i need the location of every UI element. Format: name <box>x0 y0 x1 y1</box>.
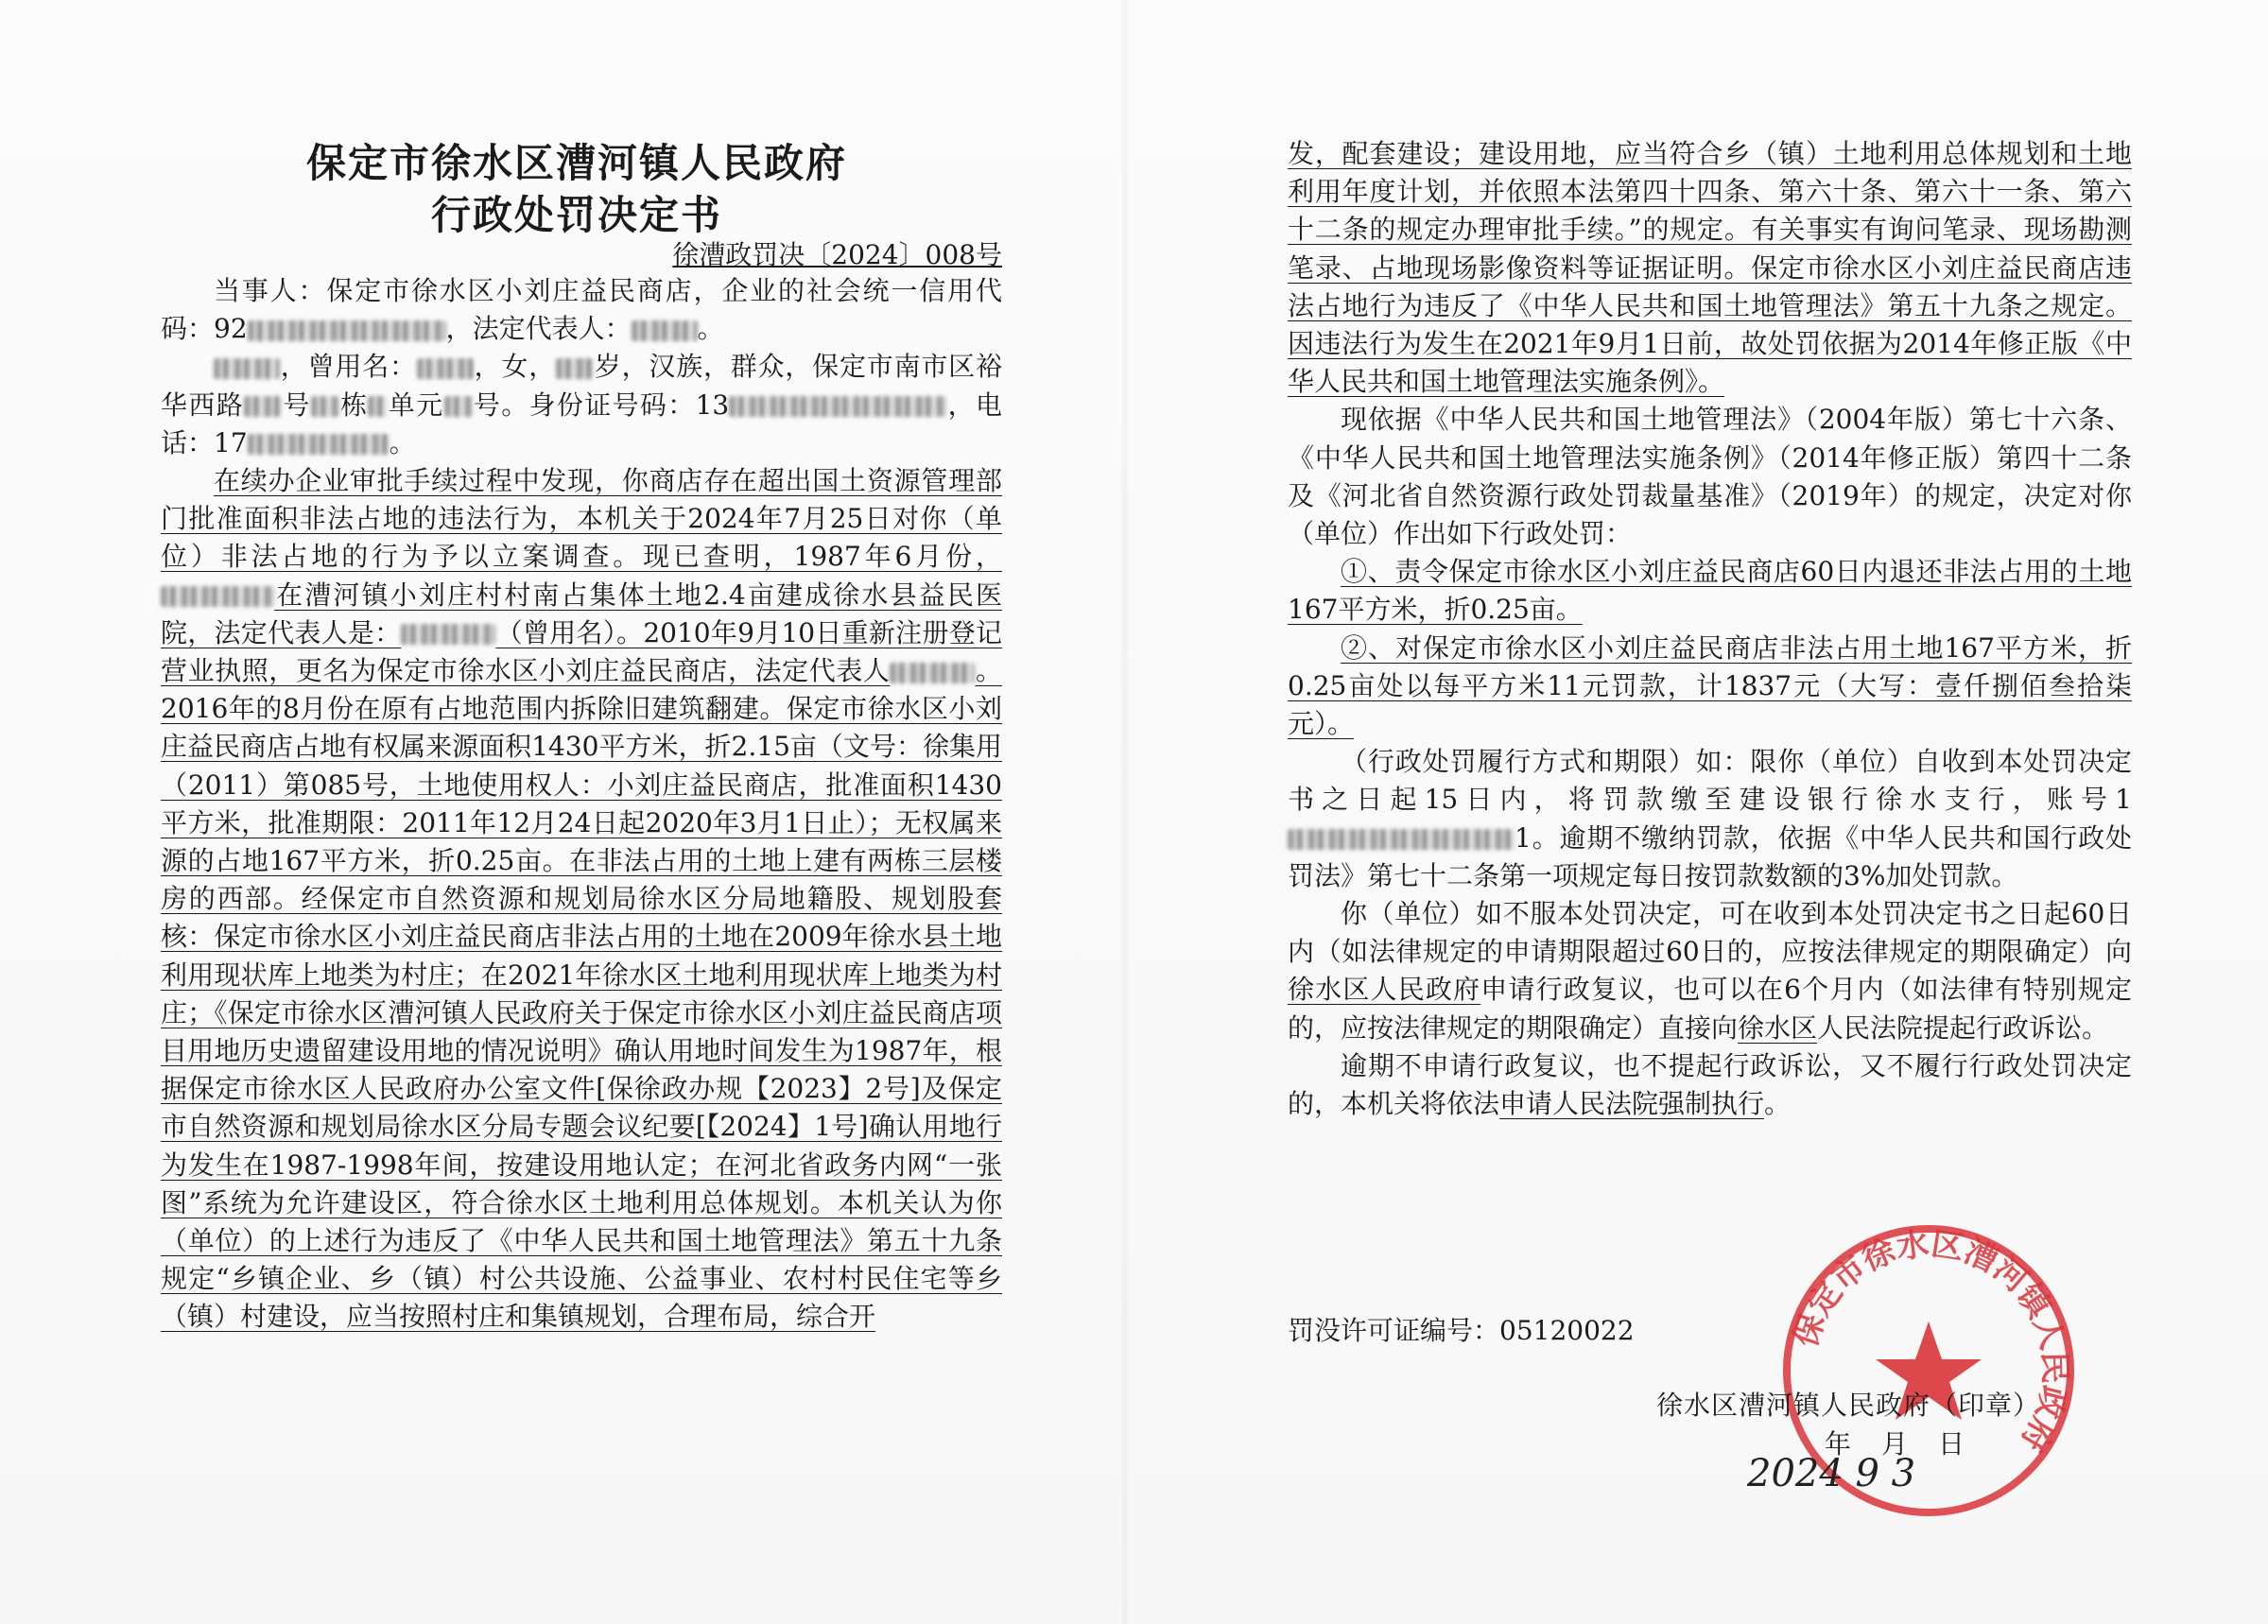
enforce-action: 申请人民法院强制执行 <box>1499 1088 1765 1120</box>
party-text-8: 栋 <box>338 389 369 421</box>
left-page <box>0 0 1125 1624</box>
facts-text-1: 在续办企业审批手续过程中发现，你商店存在超出国土资源管理部门批准面积非法占地的违法行为，本机关于2024年7月25日对你（单位）非法占地的行为予以立案调查。现已查明，1987年6月份， <box>161 465 1002 573</box>
redacted-unit <box>368 396 387 417</box>
party-text-12: 。 <box>389 426 416 458</box>
facts-text-4: 。2016年的8月份在原有占地范围内拆除旧建筑翻建。保定市徐水区小刘庄益民商店占地有权属来源面积1430平方米，折2.15亩（文号：徐集用（2011）第085号，土地使用权人：小刘庄益民商店，批准面积1430平方米，批准期限：2011年12月24日起2020年3月1日止）；无权属来源的占地167平方米，折0.25亩。在非法占用的土地上建有两栋三层楼房的西部。经保定市自然资源和规划局徐水区分局地籍股、规划股套核：保定市徐水区小刘庄益民商店非法占用的土地在2009年徐水县土地利用现状库上地类为村庄；在2021年徐水区土地利用现状库上地类为村庄；《保定市徐水区漕河镇人民政府关于保定市徐水区小刘庄益民商店项目用地历史遗留建设用地的情况说明》确认用地时间发生为1987年，根据保定市徐水区人民政府办公室文件[保徐政办规【2023】2号]及保定市自然资源和规划局徐水区分局专题会议纪要[【2024】1号]确认用地行为发生在1987-1998年间，按建设用地认定；在河北省政务内网“一张图”系统为允许建设区，符合徐水区土地利用总体规划。本机关认为你（单位）的上述行为违反了《中华人民共和国土地管理法》第五十九条规定“乡镇企业、乡（镇）村公共设施、公益事业、农村村民住宅等乡（镇）村建设，应当按照村庄和集镇规划，合理布局，综合开 <box>161 655 1002 1333</box>
redacted-credit-code <box>248 320 446 341</box>
redacted-phone <box>248 434 390 455</box>
redacted-representative <box>632 320 698 341</box>
party-paragraph <box>161 272 1002 348</box>
appeal-court: 徐水区 <box>1738 1011 1818 1044</box>
redacted-account-number <box>1288 829 1515 850</box>
party-text-1: 当事人：保定市徐水区小刘庄益民商店，企业的社会统一信用代码：92 <box>161 275 1002 345</box>
document-number-text: 徐漕政罚决〔2024〕008号 <box>672 239 1002 270</box>
enforce-text-2: 。 <box>1764 1088 1792 1120</box>
document-title: 保定市徐水区漕河镇人民政府 <box>305 140 847 186</box>
redacted-id-number <box>729 396 946 417</box>
redacted-former-name <box>417 358 474 379</box>
redacted-building <box>311 396 339 417</box>
party-text-11: ，电话：17 <box>161 389 1002 458</box>
redacted-person-3 <box>890 663 975 683</box>
basis-paragraph: 现依据《中华人民共和国土地管理法》（2004年版）第七十六条、《中华人民共和国土地管理法实施条例》（2014年修正版）第四十二条及《河北省自然资源行政处罚裁量基准》（2019年）的规定，决定对你（单位）作出如下行政处罚： <box>1288 404 2132 550</box>
party-text-7: 号 <box>282 389 311 421</box>
enforcement-paragraph <box>1288 1047 2132 1123</box>
penalty-item-1: ①、责令保定市徐水区小刘庄益民商店60日内退还非法占用的土地167平方米，折0.25亩。 <box>1288 556 2132 626</box>
appeal-text-3: 人民法院提起行政诉讼。 <box>1817 1011 2109 1044</box>
seal-text: 保定市徐水区漕河镇人民政府 <box>1786 1225 2074 1459</box>
facts-text-2: 在漕河镇小刘庄村村南占集体土地2.4亩建成徐水县益民医院，法定代表人是： <box>161 579 1002 648</box>
party-text-6: 岁，汉族，群众，保定市南市区裕华西路 <box>161 351 1002 421</box>
penalty-item-2: ②、对保定市徐水区小刘庄益民商店非法占用土地167平方米，折0.25亩处以每平方米11元罚款，计1837元（大写：壹仟捌佰叁拾柒元）。 <box>1288 631 2132 740</box>
party-text-9: 单元 <box>387 389 444 421</box>
appeal-text-1: 你（单位）如不服本处罚决定，可在收到本处罚决定书之日起60日内（如法律规定的申请期限超过60日的，应按法律规定的期限确定）向 <box>1288 898 2132 968</box>
document-number <box>529 234 1002 272</box>
left-body-text <box>161 272 1002 1337</box>
signing-organization: 徐水区漕河镇人民政府（印章） <box>1656 1390 2041 1421</box>
document-subtitle: 行政处罚决定书 <box>430 192 722 238</box>
redacted-room <box>444 396 473 417</box>
redacted-person-1 <box>161 586 274 607</box>
appeal-paragraph <box>1288 895 2132 1047</box>
continuation-paragraph: 发，配套建设；建设用地，应当符合乡（镇）土地利用总体规划和土地利用年度计划，并依照本法第四十四条、第六十条、第六十一条、第六十二条的规定办理审批手续。”的规定。有关事实有询问笔录、现场勘测笔录、占地现场影像资料等证据证明。保定市徐水区小刘庄益民商店违法占地行为违反了《中华人民共和国土地管理法》第五十九条之规定。因违法行为发生在2021年9月1日前，故处罚依据为2014年修正版《中华人民共和国土地管理法实施条例》。 <box>1288 138 2132 398</box>
party-text-3: 。 <box>697 313 724 345</box>
appeal-text-2: 申请行政复议，也可以在6个月内（如法律有特别规定的，应按法律规定的期限确定）直接向 <box>1288 974 2132 1044</box>
facts-text-3: （曾用名）。2010年9月10日重新注册登记营业执照，更名为保定市徐水区小刘庄益民商店，法定代表人 <box>161 616 1002 687</box>
payment-text-1: （行政处罚履行方式和期限）如：限你（单位）自收到本处罚决定书之日起15日内，将罚款缴至建设银行徐水支行，账号1 <box>1288 746 2132 816</box>
signing-date: 年 月 日 <box>1825 1428 1967 1460</box>
redacted-age <box>556 358 594 379</box>
right-body-text <box>1288 135 2132 1123</box>
handwritten-date-text: 2024 9 3 <box>1747 1452 1916 1495</box>
redacted-street-no <box>244 396 282 417</box>
permit-number: 罚没许可证编号：05120022 <box>1288 1315 1635 1346</box>
payment-text-2: 1。逾期不缴纳罚款，依据《中华人民共和国行政处罚法》第七十二条第一项规定每日按罚款数额的3%加处罚款。 <box>1288 821 2132 891</box>
handwritten-date <box>1747 1437 1993 1503</box>
party-text-4: ，曾用名： <box>280 351 417 383</box>
party-text-10: 号。身份证号码：13 <box>472 389 730 421</box>
redacted-name <box>214 358 280 379</box>
person-paragraph <box>161 348 1002 462</box>
appeal-organ: 徐水区人民政府 <box>1288 974 1481 1006</box>
party-text-5: ，女， <box>473 351 556 383</box>
facts-paragraph <box>161 462 1002 1337</box>
enforce-text-1: 逾期不申请行政复议，也不提起行政诉讼，又不履行行政处罚决定的，本机关将依法 <box>1288 1049 2132 1120</box>
redacted-person-2 <box>401 624 495 645</box>
payment-paragraph <box>1288 743 2132 895</box>
party-text-2: ，法定代表人： <box>445 313 632 345</box>
